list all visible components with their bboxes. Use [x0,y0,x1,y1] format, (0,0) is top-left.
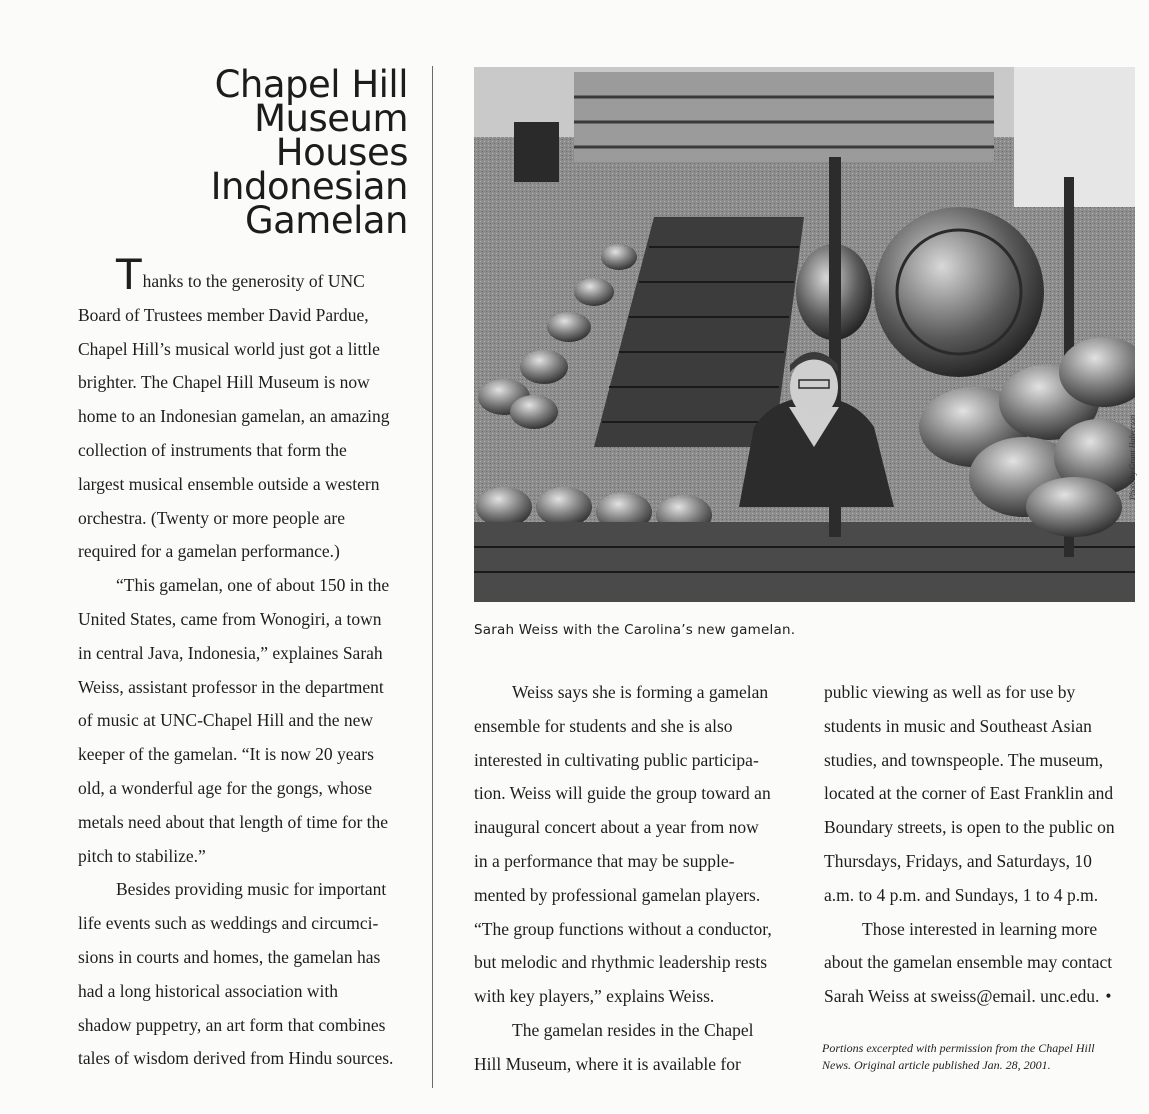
paragraph-line: Thursdays, Fridays, and Saturdays, 10 [824,850,1092,871]
paragraph-line: Weiss says she is forming a gamelan [512,682,769,702]
paragraph-line: largest musical ensemble outside a western [78,473,380,494]
source-note-line: News. Original article published Jan. 28, 2001. [822,1058,1051,1072]
paragraph-line: keeper of the gamelan. “It is now 20 years [78,744,374,765]
paragraph-line: sions in courts and homes, the gamelan has [78,946,381,967]
paragraph-line: in a performance that may be supple- [474,850,735,871]
paragraph-line: orchestra. (Twenty or more people are [78,507,345,528]
paragraph-line: located at the corner of East Franklin and [824,783,1114,804]
paragraph-line: public viewing as well as for use by [824,682,1076,702]
paragraph-line: Hill Museum, where it is available for [474,1053,741,1074]
photo-caption: Sarah Weiss with the Carolina’s new gamelan. [474,622,796,638]
paragraph-line [824,980,1142,1014]
paragraph-line: shadow puppetry, an art form that combines [78,1014,386,1035]
paragraph-line: Weiss, assistant professor in the department [78,676,384,697]
paragraph-line: “The group functions without a conductor, [474,918,772,939]
paragraph-line: Boundary streets, is open to the public on [824,817,1115,838]
line-text: hanks to the generosity of UNC [142,271,365,291]
paragraph-line: “This gamelan, one of about 150 in the [116,575,390,596]
article-column-middle [474,676,804,1082]
paragraph-line: of music at UNC-Chapel Hill and the new [78,710,374,731]
headline-line: Houses [275,131,408,174]
paragraph-line: interested in cultivating public participa- [474,749,759,770]
headline-line: Museum [254,97,408,140]
drop-cap: T [116,250,142,299]
column-divider [432,66,433,1088]
paragraph-line: The gamelan resides in the Chapel [512,1019,754,1040]
paragraph-line: mented by professional gamelan players. [474,884,761,905]
paragraph-line: about the gamelan ensemble may contact [824,952,1113,973]
paragraph-line: Chapel Hill’s musical world just got a little [78,338,380,359]
paragraph-line: life events such as weddings and circumci- [78,913,379,934]
gamelan-photo [474,67,1135,602]
paragraph-line: brighter. The Chapel Hill Museum is now [78,372,370,393]
paragraph-line: in central Java, Indonesia,” explaines Sarah [78,642,383,663]
paragraph-line: studies, and townspeople. The museum, [824,749,1104,770]
paragraph-line: United States, came from Wonogiri, a town [78,608,382,629]
paragraph-line: collection of instruments that form the [78,439,347,460]
paragraph-line: had a long historical association with [78,980,339,1001]
paragraph-line: pitch to stabilize.” [78,845,206,866]
article-column-left [78,250,418,1076]
paragraph-line: ensemble for students and she is also [474,715,733,736]
end-bullet: • [1105,986,1112,1007]
paragraph-line: Those interested in learning more [862,918,1098,939]
paragraph-line: home to an Indonesian gamelan, an amazing [78,406,390,427]
paragraph-line: with key players,” explains Weiss. [474,986,715,1007]
paragraph-line: students in music and Southeast Asian [824,715,1092,736]
source-note-line: Portions excerpted with permission from the Chapel Hill [822,1041,1095,1055]
headline [120,63,408,242]
headline-line: Chapel Hill [214,63,408,106]
paragraph-line: tion. Weiss will guide the group toward an [474,783,771,804]
paragraph-line: old, a wonderful age for the gongs, whose [78,777,373,798]
paragraph-line: but melodic and rhythmic leadership rests [474,952,768,973]
paragraph-line: metals need about that length of time for the [78,811,389,832]
contact-email-line: Sarah Weiss at sweiss@email. unc.edu. [824,986,1100,1007]
paragraph-line: inaugural concert about a year from now [474,817,759,838]
headline-line: Indonesian [210,165,408,208]
gamelan-photo-illustration [474,67,1135,602]
headline-line: Gamelan [244,199,408,242]
paragraph-line: a.m. to 4 p.m. and Sundays, 1 to 4 p.m. [824,884,1099,905]
paragraph-line: Board of Trustees member David Pardue, [78,304,369,325]
paragraph-line: Besides providing music for important [116,879,387,900]
article-column-right [824,676,1142,1014]
paragraph-line: required for a gamelan performance.) [78,541,340,562]
paragraph-line [78,250,418,299]
photo-credit: Photo by Grant Halverson [1128,414,1137,500]
source-note [822,1040,1142,1074]
paragraph-line: tales of wisdom derived from Hindu sources. [78,1048,394,1069]
